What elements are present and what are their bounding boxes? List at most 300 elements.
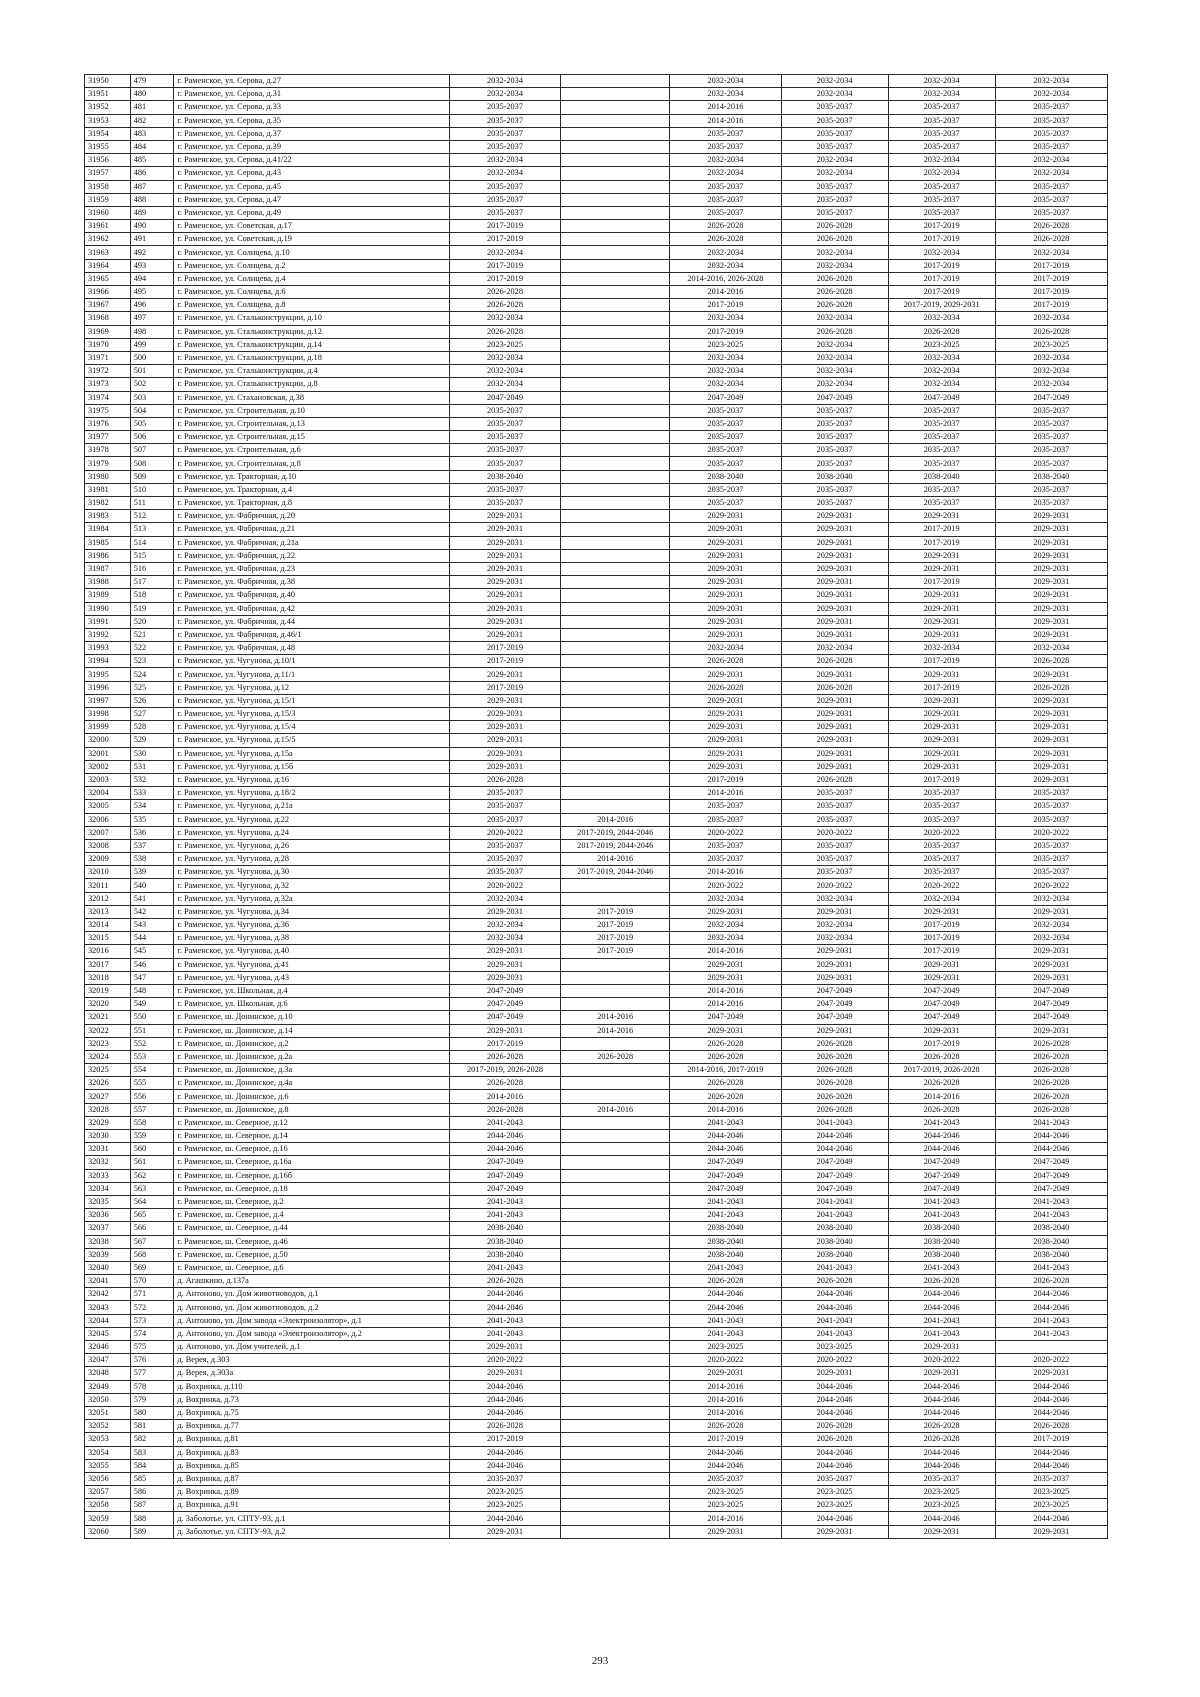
period-cell-5: 2029-2031 bbox=[888, 958, 995, 971]
period-cell-4: 2032-2034 bbox=[781, 378, 888, 391]
period-cell-4: 2029-2031 bbox=[781, 971, 888, 984]
period-cell-1: 2044-2046 bbox=[449, 1393, 560, 1406]
address-cell: д. Вохринка, д.83 bbox=[174, 1446, 450, 1459]
table-row bbox=[85, 325, 1108, 338]
period-cell-2 bbox=[561, 167, 670, 180]
period-cell-2 bbox=[561, 1261, 670, 1274]
row-id-cell: 32047 bbox=[85, 1354, 131, 1367]
period-cell-5: 2026-2028 bbox=[888, 1077, 995, 1090]
row-number-cell: 524 bbox=[130, 668, 174, 681]
period-cell-1: 2035-2037 bbox=[449, 787, 560, 800]
row-number-cell: 534 bbox=[130, 800, 174, 813]
address-cell: д. Вохринка, д.81 bbox=[174, 1433, 450, 1446]
period-cell-4: 2029-2031 bbox=[781, 536, 888, 549]
period-cell-6: 2035-2037 bbox=[995, 839, 1107, 852]
period-cell-5: 2017-2019 bbox=[888, 1037, 995, 1050]
table-row bbox=[85, 773, 1108, 786]
period-cell-4: 2041-2043 bbox=[781, 1195, 888, 1208]
row-number-cell: 564 bbox=[130, 1195, 174, 1208]
row-id-cell: 31982 bbox=[85, 497, 131, 510]
period-cell-3: 2014-2016 bbox=[670, 286, 781, 299]
period-cell-1: 2029-2031 bbox=[449, 721, 560, 734]
row-id-cell: 31978 bbox=[85, 444, 131, 457]
address-cell: г. Раменское, ул. Тракторная, д.4 bbox=[174, 483, 450, 496]
period-cell-3: 2032-2034 bbox=[670, 154, 781, 167]
period-cell-4: 2047-2049 bbox=[781, 1156, 888, 1169]
period-cell-6: 2035-2037 bbox=[995, 417, 1107, 430]
period-cell-3: 2017-2019 bbox=[670, 1433, 781, 1446]
address-cell: г. Раменское, ул. Фабричная, д.44 bbox=[174, 615, 450, 628]
row-number-cell: 488 bbox=[130, 193, 174, 206]
period-cell-3: 2014-2016 bbox=[670, 787, 781, 800]
table-row bbox=[85, 958, 1108, 971]
period-cell-1: 2029-2031 bbox=[449, 958, 560, 971]
address-cell: г. Раменское, ул. Строительная, д.6 bbox=[174, 444, 450, 457]
address-cell: г. Раменское, ул. Чугунова, д.22 bbox=[174, 813, 450, 826]
row-id-cell: 32012 bbox=[85, 892, 131, 905]
period-cell-1: 2035-2037 bbox=[449, 206, 560, 219]
address-cell: г. Раменское, ул. Фабричная, д.20 bbox=[174, 510, 450, 523]
period-cell-5: 2017-2019, 2026-2028 bbox=[888, 1064, 995, 1077]
row-id-cell: 31971 bbox=[85, 351, 131, 364]
table-row bbox=[85, 628, 1108, 641]
period-cell-5: 2041-2043 bbox=[888, 1314, 995, 1327]
period-cell-2: 2026-2028 bbox=[561, 1050, 670, 1063]
row-number-cell: 558 bbox=[130, 1116, 174, 1129]
row-number-cell: 496 bbox=[130, 299, 174, 312]
period-cell-3: 2035-2037 bbox=[670, 444, 781, 457]
period-cell-2 bbox=[561, 1182, 670, 1195]
period-cell-2 bbox=[561, 325, 670, 338]
period-cell-5: 2026-2028 bbox=[888, 1103, 995, 1116]
period-cell-4: 2026-2028 bbox=[781, 1103, 888, 1116]
table-row bbox=[85, 101, 1108, 114]
period-cell-6: 2017-2019 bbox=[995, 286, 1107, 299]
period-cell-3: 2029-2031 bbox=[670, 734, 781, 747]
period-cell-3: 2035-2037 bbox=[670, 180, 781, 193]
row-id-cell: 32011 bbox=[85, 879, 131, 892]
period-cell-3: 2029-2031 bbox=[670, 1525, 781, 1538]
period-cell-5: 2029-2031 bbox=[888, 562, 995, 575]
period-cell-3: 2014-2016, 2017-2019 bbox=[670, 1064, 781, 1077]
table-row bbox=[85, 167, 1108, 180]
address-cell: д. Заболотье, ул. СПТУ-93, д.2 bbox=[174, 1525, 450, 1538]
row-id-cell: 32044 bbox=[85, 1314, 131, 1327]
address-cell: г. Раменское, ул. Серова, д.31 bbox=[174, 88, 450, 101]
period-cell-6: 2035-2037 bbox=[995, 404, 1107, 417]
period-cell-6: 2047-2049 bbox=[995, 1011, 1107, 1024]
row-number-cell: 528 bbox=[130, 721, 174, 734]
period-cell-1: 2029-2031 bbox=[449, 747, 560, 760]
row-id-cell: 32035 bbox=[85, 1195, 131, 1208]
period-cell-4: 2029-2031 bbox=[781, 589, 888, 602]
period-cell-6: 2035-2037 bbox=[995, 101, 1107, 114]
address-cell: г. Раменское, ул. Фабричная, д.40 bbox=[174, 589, 450, 602]
period-cell-4: 2029-2031 bbox=[781, 945, 888, 958]
row-id-cell: 32054 bbox=[85, 1446, 131, 1459]
period-cell-2 bbox=[561, 1314, 670, 1327]
period-cell-3: 2029-2031 bbox=[670, 1024, 781, 1037]
address-cell: г. Раменское, ул. Солнцева, д.6 bbox=[174, 286, 450, 299]
address-cell: д. Верея, д.303а bbox=[174, 1367, 450, 1380]
period-cell-1: 2032-2034 bbox=[449, 246, 560, 259]
period-cell-4: 2035-2037 bbox=[781, 101, 888, 114]
table-row bbox=[85, 760, 1108, 773]
period-cell-3: 2029-2031 bbox=[670, 905, 781, 918]
address-cell: г. Раменское, ул. Чугунова, д.28 bbox=[174, 853, 450, 866]
address-cell: г. Раменское, ул. Строительная, д.15 bbox=[174, 431, 450, 444]
period-cell-3: 2029-2031 bbox=[670, 747, 781, 760]
period-cell-5: 2029-2031 bbox=[888, 602, 995, 615]
period-cell-3: 2041-2043 bbox=[670, 1195, 781, 1208]
period-cell-4: 2026-2028 bbox=[781, 1275, 888, 1288]
table-row bbox=[85, 417, 1108, 430]
period-cell-5: 2017-2019 bbox=[888, 536, 995, 549]
row-number-cell: 515 bbox=[130, 549, 174, 562]
address-cell: г. Раменское, ш. Северное, д.46 bbox=[174, 1235, 450, 1248]
row-number-cell: 490 bbox=[130, 220, 174, 233]
period-cell-2 bbox=[561, 642, 670, 655]
table-row bbox=[85, 246, 1108, 259]
row-id-cell: 32037 bbox=[85, 1222, 131, 1235]
period-cell-5: 2032-2034 bbox=[888, 365, 995, 378]
period-cell-3: 2017-2019 bbox=[670, 325, 781, 338]
row-number-cell: 530 bbox=[130, 747, 174, 760]
period-cell-6: 2026-2028 bbox=[995, 655, 1107, 668]
period-cell-1: 2017-2019 bbox=[449, 1433, 560, 1446]
period-cell-5: 2029-2031 bbox=[888, 549, 995, 562]
period-cell-5: 2017-2019, 2029-2031 bbox=[888, 299, 995, 312]
period-cell-1: 2047-2049 bbox=[449, 1156, 560, 1169]
period-cell-1: 2029-2031 bbox=[449, 668, 560, 681]
period-cell-4: 2032-2034 bbox=[781, 312, 888, 325]
period-cell-4: 2044-2046 bbox=[781, 1406, 888, 1419]
address-cell: д. Вохринка, д.110 bbox=[174, 1380, 450, 1393]
period-cell-4: 2044-2046 bbox=[781, 1143, 888, 1156]
period-cell-3: 2029-2031 bbox=[670, 615, 781, 628]
address-cell: г. Раменское, ш. Донинское, д.3а bbox=[174, 1064, 450, 1077]
period-cell-4: 2035-2037 bbox=[781, 404, 888, 417]
period-cell-4: 2035-2037 bbox=[781, 483, 888, 496]
table-row bbox=[85, 655, 1108, 668]
row-number-cell: 481 bbox=[130, 101, 174, 114]
row-number-cell: 533 bbox=[130, 787, 174, 800]
period-cell-3: 2029-2031 bbox=[670, 958, 781, 971]
row-id-cell: 32015 bbox=[85, 932, 131, 945]
period-cell-4: 2026-2028 bbox=[781, 233, 888, 246]
row-number-cell: 541 bbox=[130, 892, 174, 905]
period-cell-1: 2035-2037 bbox=[449, 140, 560, 153]
period-cell-4: 2035-2037 bbox=[781, 444, 888, 457]
table-row bbox=[85, 1261, 1108, 1274]
period-cell-4: 2029-2031 bbox=[781, 905, 888, 918]
row-id-cell: 32006 bbox=[85, 813, 131, 826]
period-cell-5: 2035-2037 bbox=[888, 1472, 995, 1485]
period-cell-2 bbox=[561, 483, 670, 496]
period-cell-5: 2029-2031 bbox=[888, 1341, 995, 1354]
address-cell: г. Раменское, ул. Чугунова, д.38 bbox=[174, 932, 450, 945]
period-cell-2 bbox=[561, 180, 670, 193]
period-cell-1: 2029-2031 bbox=[449, 708, 560, 721]
period-cell-3: 2038-2040 bbox=[670, 1235, 781, 1248]
period-cell-3: 2032-2034 bbox=[670, 351, 781, 364]
period-cell-1: 2026-2028 bbox=[449, 299, 560, 312]
period-cell-4: 2026-2028 bbox=[781, 1064, 888, 1077]
period-cell-5: 2047-2049 bbox=[888, 1011, 995, 1024]
row-number-cell: 526 bbox=[130, 694, 174, 707]
row-number-cell: 501 bbox=[130, 365, 174, 378]
period-cell-2 bbox=[561, 787, 670, 800]
period-cell-2 bbox=[561, 444, 670, 457]
period-cell-4: 2038-2040 bbox=[781, 1222, 888, 1235]
row-id-cell: 32027 bbox=[85, 1090, 131, 1103]
row-number-cell: 499 bbox=[130, 338, 174, 351]
period-cell-4: 2041-2043 bbox=[781, 1261, 888, 1274]
period-cell-1: 2017-2019 bbox=[449, 642, 560, 655]
period-cell-1: 2032-2034 bbox=[449, 75, 560, 88]
period-cell-6: 2026-2028 bbox=[995, 1064, 1107, 1077]
row-number-cell: 566 bbox=[130, 1222, 174, 1235]
period-cell-6: 2035-2037 bbox=[995, 853, 1107, 866]
period-cell-4: 2029-2031 bbox=[781, 1024, 888, 1037]
period-cell-2 bbox=[561, 233, 670, 246]
period-cell-6: 2020-2022 bbox=[995, 1354, 1107, 1367]
period-cell-1: 2044-2046 bbox=[449, 1380, 560, 1393]
row-id-cell: 31961 bbox=[85, 220, 131, 233]
address-cell: д. Агашкино, д.137а bbox=[174, 1275, 450, 1288]
row-id-cell: 31999 bbox=[85, 721, 131, 734]
period-cell-2 bbox=[561, 1393, 670, 1406]
table-row bbox=[85, 536, 1108, 549]
address-cell: г. Раменское, ул. Чугунова, д.15а bbox=[174, 747, 450, 760]
table-row bbox=[85, 984, 1108, 997]
address-cell: г. Раменское, ш. Северное, д.12 bbox=[174, 1116, 450, 1129]
period-cell-5: 2023-2025 bbox=[888, 338, 995, 351]
period-cell-6: 2041-2043 bbox=[995, 1209, 1107, 1222]
period-cell-4: 2032-2034 bbox=[781, 75, 888, 88]
period-cell-4: 2041-2043 bbox=[781, 1116, 888, 1129]
row-number-cell: 518 bbox=[130, 589, 174, 602]
period-cell-2: 2017-2019 bbox=[561, 905, 670, 918]
period-cell-3: 2029-2031 bbox=[670, 760, 781, 773]
period-cell-4: 2041-2043 bbox=[781, 1327, 888, 1340]
period-cell-3: 2038-2040 bbox=[670, 1222, 781, 1235]
period-cell-3: 2035-2037 bbox=[670, 140, 781, 153]
period-cell-1: 2035-2037 bbox=[449, 1472, 560, 1485]
address-cell: г. Раменское, ул. Чугунова, д.32а bbox=[174, 892, 450, 905]
period-cell-1: 2032-2034 bbox=[449, 351, 560, 364]
table-row bbox=[85, 259, 1108, 272]
period-cell-4: 2026-2028 bbox=[781, 1420, 888, 1433]
period-cell-1: 2035-2037 bbox=[449, 431, 560, 444]
row-number-cell: 551 bbox=[130, 1024, 174, 1037]
address-cell: г. Раменское, ул. Серова, д.35 bbox=[174, 114, 450, 127]
period-cell-3: 2029-2031 bbox=[670, 576, 781, 589]
period-cell-2 bbox=[561, 404, 670, 417]
row-number-cell: 485 bbox=[130, 154, 174, 167]
period-cell-4: 2032-2034 bbox=[781, 154, 888, 167]
row-id-cell: 32004 bbox=[85, 787, 131, 800]
row-id-cell: 31969 bbox=[85, 325, 131, 338]
period-cell-4: 2047-2049 bbox=[781, 998, 888, 1011]
period-cell-4: 2035-2037 bbox=[781, 853, 888, 866]
period-cell-6: 2032-2034 bbox=[995, 246, 1107, 259]
period-cell-6: 2026-2028 bbox=[995, 1090, 1107, 1103]
row-id-cell: 32008 bbox=[85, 839, 131, 852]
period-cell-2 bbox=[561, 1235, 670, 1248]
period-cell-1: 2038-2040 bbox=[449, 1235, 560, 1248]
period-cell-1: 2017-2019 bbox=[449, 233, 560, 246]
period-cell-3: 2032-2034 bbox=[670, 259, 781, 272]
period-cell-4: 2026-2028 bbox=[781, 773, 888, 786]
period-cell-1: 2029-2031 bbox=[449, 734, 560, 747]
period-cell-1: 2017-2019 bbox=[449, 655, 560, 668]
table-row bbox=[85, 1472, 1108, 1485]
period-cell-1: 2035-2037 bbox=[449, 813, 560, 826]
row-id-cell: 31974 bbox=[85, 391, 131, 404]
address-cell: г. Раменское, ш. Донинское, д.2 bbox=[174, 1037, 450, 1050]
row-id-cell: 31989 bbox=[85, 589, 131, 602]
address-cell: г. Раменское, ул. Чугунова, д.15/3 bbox=[174, 708, 450, 721]
period-cell-3: 2026-2028 bbox=[670, 233, 781, 246]
address-cell: д. Вохринка, д.91 bbox=[174, 1499, 450, 1512]
period-cell-3: 2032-2034 bbox=[670, 892, 781, 905]
period-cell-1: 2041-2043 bbox=[449, 1314, 560, 1327]
period-cell-3: 2014-2016 bbox=[670, 1380, 781, 1393]
row-number-cell: 531 bbox=[130, 760, 174, 773]
period-cell-5: 2044-2046 bbox=[888, 1301, 995, 1314]
period-cell-4: 2029-2031 bbox=[781, 734, 888, 747]
period-cell-6: 2044-2046 bbox=[995, 1130, 1107, 1143]
period-cell-2 bbox=[561, 523, 670, 536]
table-row bbox=[85, 1459, 1108, 1472]
period-cell-5: 2029-2031 bbox=[888, 971, 995, 984]
period-cell-3: 2047-2049 bbox=[670, 391, 781, 404]
period-cell-4: 2026-2028 bbox=[781, 655, 888, 668]
period-cell-2: 2017-2019, 2044-2046 bbox=[561, 839, 670, 852]
row-id-cell: 31997 bbox=[85, 694, 131, 707]
period-cell-3: 2026-2028 bbox=[670, 220, 781, 233]
table-row bbox=[85, 1143, 1108, 1156]
period-cell-5: 2032-2034 bbox=[888, 75, 995, 88]
period-cell-2 bbox=[561, 1367, 670, 1380]
table-row bbox=[85, 180, 1108, 193]
period-cell-4: 2032-2034 bbox=[781, 932, 888, 945]
period-cell-2 bbox=[561, 562, 670, 575]
period-cell-3: 2041-2043 bbox=[670, 1261, 781, 1274]
period-cell-5: 2035-2037 bbox=[888, 853, 995, 866]
period-cell-2 bbox=[561, 1116, 670, 1129]
period-cell-2 bbox=[561, 510, 670, 523]
period-cell-1: 2014-2016 bbox=[449, 1090, 560, 1103]
period-cell-4: 2035-2037 bbox=[781, 140, 888, 153]
period-cell-2: 2017-2019, 2044-2046 bbox=[561, 826, 670, 839]
table-row bbox=[85, 140, 1108, 153]
period-cell-2 bbox=[561, 589, 670, 602]
row-id-cell: 31994 bbox=[85, 655, 131, 668]
period-cell-3: 2035-2037 bbox=[670, 457, 781, 470]
period-cell-6: 2035-2037 bbox=[995, 813, 1107, 826]
row-id-cell: 32031 bbox=[85, 1143, 131, 1156]
period-cell-4: 2026-2028 bbox=[781, 1077, 888, 1090]
period-cell-1: 2020-2022 bbox=[449, 826, 560, 839]
address-cell: г. Раменское, ул. Чугунова, д.21а bbox=[174, 800, 450, 813]
period-cell-2 bbox=[561, 1209, 670, 1222]
period-cell-3: 2029-2031 bbox=[670, 708, 781, 721]
period-cell-3: 2014-2016 bbox=[670, 998, 781, 1011]
period-cell-3: 2014-2016 bbox=[670, 1393, 781, 1406]
table-row bbox=[85, 1169, 1108, 1182]
row-number-cell: 491 bbox=[130, 233, 174, 246]
row-number-cell: 585 bbox=[130, 1472, 174, 1485]
row-id-cell: 31966 bbox=[85, 286, 131, 299]
page-number: 293 bbox=[591, 1655, 609, 1667]
period-cell-1: 2047-2049 bbox=[449, 1182, 560, 1195]
address-cell: г. Раменское, ш. Северное, д.16б bbox=[174, 1169, 450, 1182]
period-cell-1: 2035-2037 bbox=[449, 114, 560, 127]
row-id-cell: 32052 bbox=[85, 1420, 131, 1433]
period-cell-3: 2032-2034 bbox=[670, 642, 781, 655]
period-cell-5: 2044-2046 bbox=[888, 1288, 995, 1301]
row-number-cell: 511 bbox=[130, 497, 174, 510]
period-cell-1: 2035-2037 bbox=[449, 853, 560, 866]
period-cell-2 bbox=[561, 312, 670, 325]
table-row bbox=[85, 932, 1108, 945]
period-cell-4: 2047-2049 bbox=[781, 1011, 888, 1024]
period-cell-1: 2047-2049 bbox=[449, 1169, 560, 1182]
period-cell-2 bbox=[561, 1090, 670, 1103]
period-cell-5: 2035-2037 bbox=[888, 404, 995, 417]
period-cell-3: 2029-2031 bbox=[670, 694, 781, 707]
period-cell-6: 2026-2028 bbox=[995, 1037, 1107, 1050]
address-cell: г. Раменское, ул. Стальконструкции, д.14 bbox=[174, 338, 450, 351]
period-cell-6: 2026-2028 bbox=[995, 1050, 1107, 1063]
period-cell-1: 2041-2043 bbox=[449, 1116, 560, 1129]
period-cell-6: 2044-2046 bbox=[995, 1288, 1107, 1301]
table-row bbox=[85, 1499, 1108, 1512]
period-cell-3: 2029-2031 bbox=[670, 589, 781, 602]
period-cell-6: 2035-2037 bbox=[995, 497, 1107, 510]
address-cell: г. Раменское, ш. Северное, д.14 bbox=[174, 1130, 450, 1143]
table-row bbox=[85, 1037, 1108, 1050]
row-id-cell: 32010 bbox=[85, 866, 131, 879]
address-cell: г. Раменское, ул. Серова, д.33 bbox=[174, 101, 450, 114]
row-number-cell: 493 bbox=[130, 259, 174, 272]
period-cell-4: 2035-2037 bbox=[781, 866, 888, 879]
row-id-cell: 31976 bbox=[85, 417, 131, 430]
address-cell: г. Раменское, ул. Фабричная, д.48 bbox=[174, 642, 450, 655]
period-cell-6: 2017-2019 bbox=[995, 259, 1107, 272]
table-row bbox=[85, 1301, 1108, 1314]
row-id-cell: 32018 bbox=[85, 971, 131, 984]
table-row bbox=[85, 734, 1108, 747]
period-cell-5: 2017-2019 bbox=[888, 919, 995, 932]
row-id-cell: 31980 bbox=[85, 470, 131, 483]
row-id-cell: 32001 bbox=[85, 747, 131, 760]
row-id-cell: 32034 bbox=[85, 1182, 131, 1195]
period-cell-2 bbox=[561, 351, 670, 364]
table-row bbox=[85, 1130, 1108, 1143]
row-id-cell: 31988 bbox=[85, 576, 131, 589]
period-cell-2 bbox=[561, 272, 670, 285]
period-cell-6: 2032-2034 bbox=[995, 932, 1107, 945]
period-cell-1: 2029-2031 bbox=[449, 523, 560, 536]
period-cell-5: 2044-2046 bbox=[888, 1406, 995, 1419]
address-cell: г. Раменское, ул. Солнцева, д.10 bbox=[174, 246, 450, 259]
period-cell-6: 2047-2049 bbox=[995, 1182, 1107, 1195]
period-cell-2 bbox=[561, 1037, 670, 1050]
period-cell-1: 2029-2031 bbox=[449, 602, 560, 615]
